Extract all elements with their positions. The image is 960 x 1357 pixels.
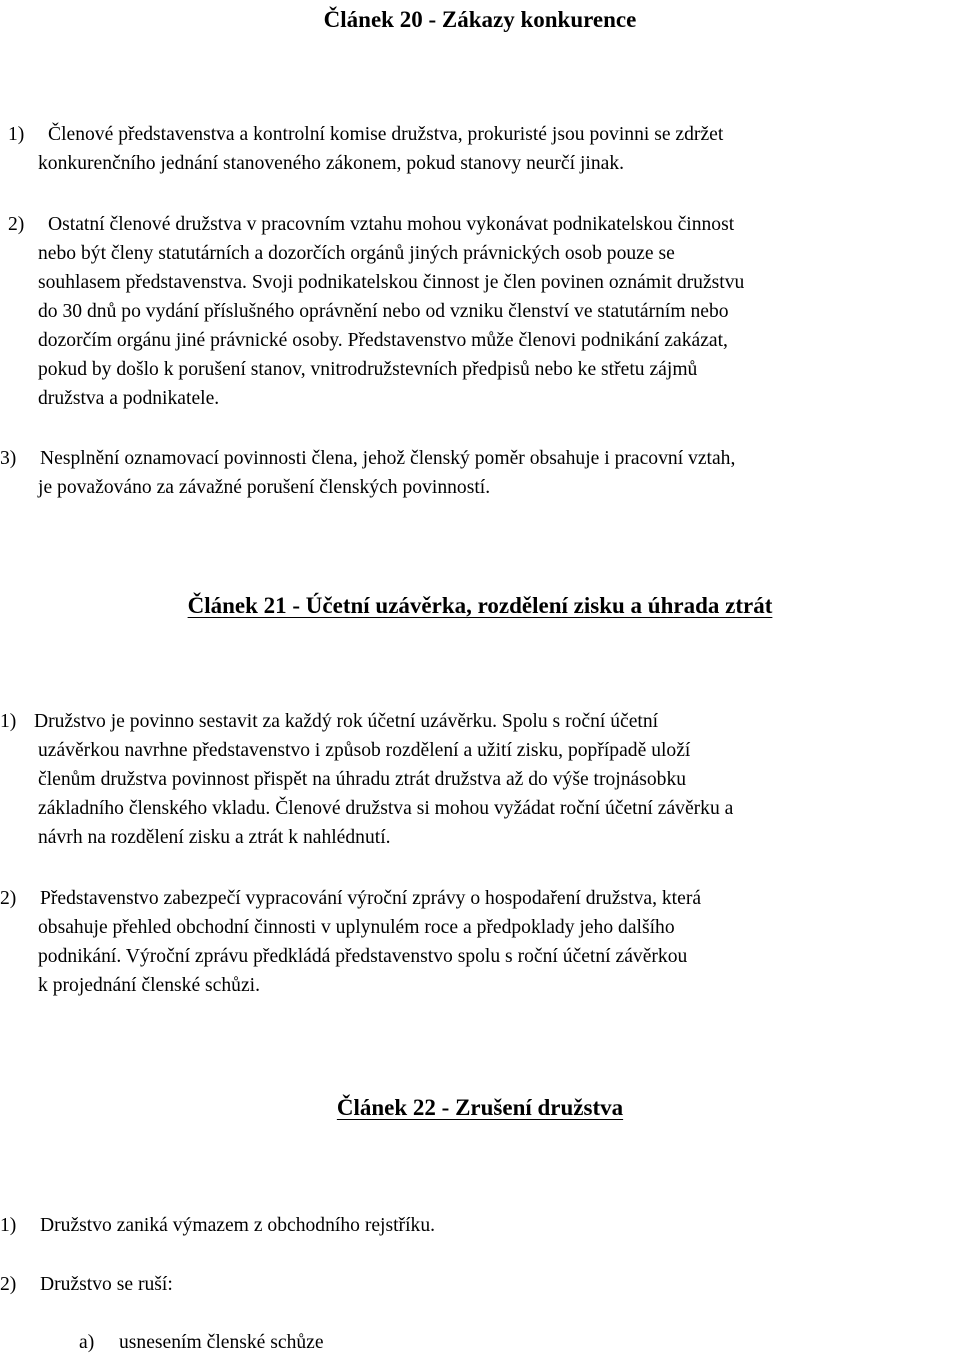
article-22-title: Článek 22 - Zrušení družstva: [336, 1095, 624, 1120]
article-20-paragraph-1: 1) Členové představenstva a kontrolní komise družstva, prokuristé jsou povinni se zdržet konkurenčního jednání stanoveného zákonem, pokud stanovy neurčí jinak.: [8, 120, 952, 178]
article-21-paragraph-2: 2) Představenstvo zabezpečí vypracování výroční zprávy o hospodaření družstva, která obsahuje přehled obchodní činnosti v uplynulém roce a předpoklady jeho dalšího podnikání. Výroční zprávu předkládá představenstvo spolu s roční účetní závěrkou k projednání členské schůzi.: [0, 884, 952, 1000]
paragraph-number: 2): [8, 214, 25, 235]
article-22-paragraph-1: 1) Družstvo zaniká výmazem z obchodního rejstříku.: [0, 1211, 944, 1240]
paragraph-number: 3): [0, 448, 17, 469]
article-20-title: Článek 20 - Zákazy konkurence: [323, 7, 637, 32]
article-21-paragraph-1: 1) Družstvo je povinno sestavit za každý rok účetní uzávěrku. Spolu s roční účetní uzávěrkou navrhne představenstvo i způsob rozdělení a užití zisku, popřípadě uloží členům družstva povinnost přispět na úhradu ztrát družstva až do výše trojnásobku základního členského vkladu. Členové družstva si mohou vyžádat roční účetní závěrku a návrh na rozdělení zisku a ztrát k nahlédnutí.: [0, 707, 952, 852]
paragraph-number: 2): [0, 1274, 17, 1295]
paragraph-number: 2): [0, 888, 17, 909]
article-22-item-a: a) usnesením členské schůze: [79, 1328, 324, 1357]
paragraph-number: 1): [0, 711, 17, 732]
paragraph-number: 1): [8, 124, 25, 145]
item-letter: a): [79, 1332, 95, 1353]
article-20-paragraph-3: 3) Nesplnění oznamovací povinnosti člena, jehož členský poměr obsahuje i pracovní vztah, je považováno za závažné porušení členských povinností.: [0, 444, 944, 502]
article-22-paragraph-2: 2) Družstvo se ruší:: [0, 1270, 944, 1299]
paragraph-number: 1): [0, 1215, 17, 1236]
article-20-paragraph-2: 2) Ostatní členové družstva v pracovním vztahu mohou vykonávat podnikatelskou činnost nebo být členy statutárních a dozorčích orgánů jiných právnických osob pouze se souhlasem představenstva. Svoji podnikatelskou činnost je člen povinen oznámit družstvu do 30 dnů po vydání příslušného oprávnění nebo od vzniku členství ve statutárním nebo dozorčím orgánu jiné právnické osoby. Představenstvo může členovi podnikání zakázat, pokud by došlo k porušení stanov, vnitrodružstevních předpisů nebo ke střetu zájmů družstva a podnikatele.: [8, 210, 952, 413]
article-21-title: Článek 21 - Účetní uzávěrka, rozdělení zisku a úhrada ztrát: [187, 593, 773, 618]
